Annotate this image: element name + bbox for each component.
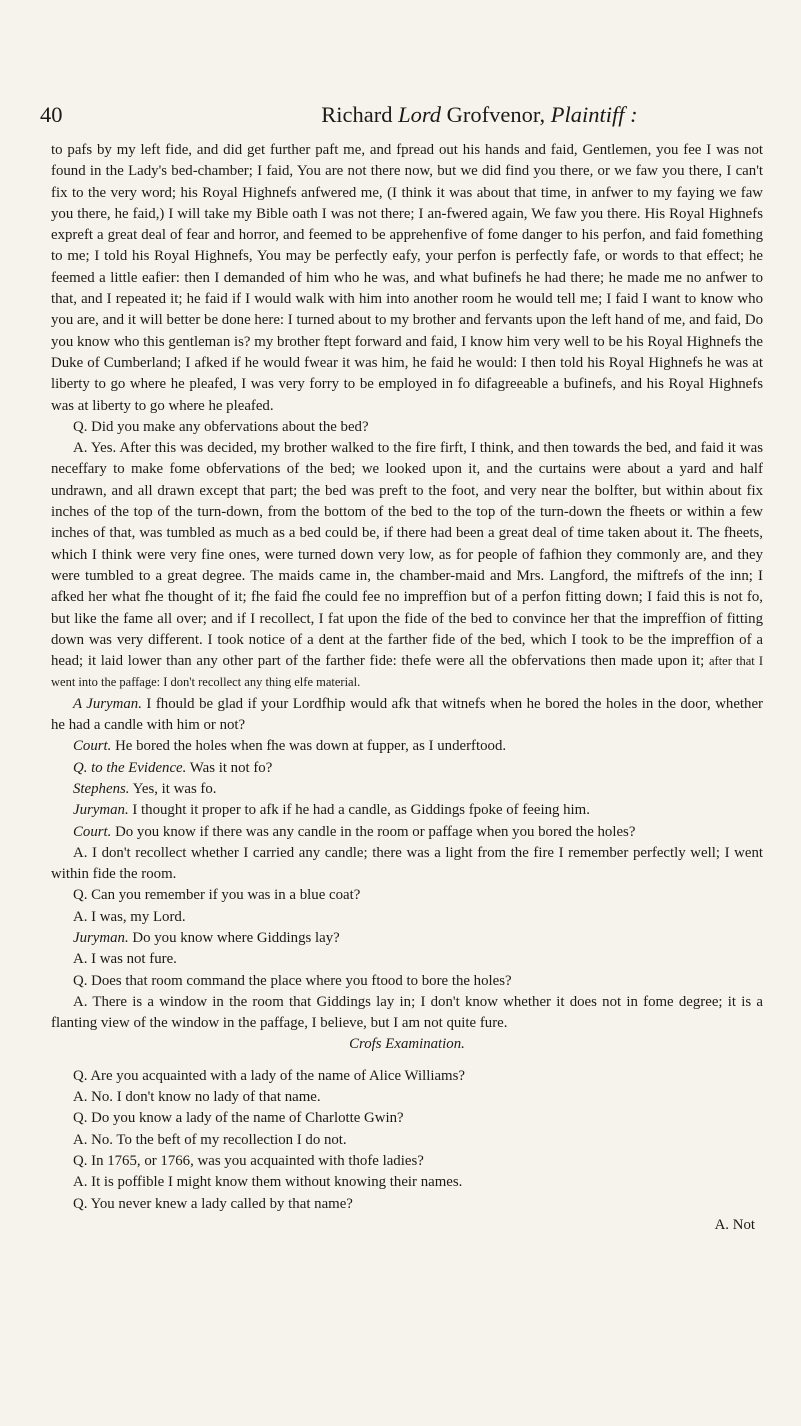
question bbox=[51, 758, 763, 779]
juror-question bbox=[51, 694, 763, 737]
answer: A. There is a window in the room that Giddings lay in; I don't know whether it does not in fome degree; it is a flanting view of the window in the paffage, I believe, but I am not quite fure. bbox=[51, 993, 763, 1032]
question: Q. Did you make any obfervations about the bed? bbox=[73, 418, 369, 435]
speech: I fhould be glad if your Lordfhip would afk that witnefs when he bored the holes in the door, whether he had a candle with him or not? bbox=[51, 695, 763, 734]
answer bbox=[51, 779, 763, 800]
speech: Do you know where Giddings lay? bbox=[132, 929, 340, 946]
spacer bbox=[51, 1056, 763, 1066]
answer: A. I was, my Lord. bbox=[73, 908, 186, 925]
question: Q. Does that room command the place where you ftood to bore the holes? bbox=[73, 972, 512, 989]
body-text bbox=[51, 140, 763, 1236]
speaker-label: Juryman. bbox=[73, 802, 129, 819]
court-statement bbox=[51, 736, 763, 757]
catchword: A. Not bbox=[714, 1216, 755, 1233]
speech: Was it not fo? bbox=[189, 759, 273, 776]
speech: I thought it proper to afk if he had a candle, as Giddings fpoke of feeing him. bbox=[132, 802, 590, 819]
header-surname: Grofvenor, bbox=[446, 102, 546, 127]
question: Q. In 1765, or 1766, was you acquainted with thofe ladies? bbox=[73, 1152, 424, 1169]
answer bbox=[51, 438, 763, 694]
question: Q. Are you acquainted with a lady of the name of Alice Williams? bbox=[73, 1067, 465, 1084]
court-statement bbox=[51, 822, 763, 843]
answer: A. No. I don't know no lady of that name. bbox=[73, 1089, 321, 1106]
running-header bbox=[40, 100, 760, 130]
answer: A. I don't recollect whether I carried any candle; there was a light from the fire I remember perfectly well; I went within fide the room. bbox=[51, 844, 763, 883]
speaker-label: Stephens. bbox=[73, 780, 130, 797]
speech: Do you know if there was any candle in the room or paffage when you bored the holes? bbox=[115, 823, 636, 840]
header-title: Lord bbox=[398, 102, 442, 127]
speaker-label: Juryman. bbox=[73, 929, 129, 946]
paragraph: to pafs by my left fide, and did get further paft me, and fpread out his hands and faid, Gentlemen, you fee I was not found in the Lady's bed-chamber; I faid, You are not there now, but we did find you there, or we faw you there, I can't fix to the very word; his Royal Highnefs anfwered me, (I think it was about that time, in anfwer to my faying we faw you there, he faid,) I will take my Bible oath I was not there; I an-fwered again, We faw you there. His Royal Highnefs expreft a great deal of fear and horror, and feemed to be apprehenfive of fome danger to his perfon, and faid fomething to me; I told his Royal Highnefs, You may be perfectly eafy, your perfon is perfectly fafe, or words to that effect; he feemed a little eafier: then I demanded of him who he was, and what bufinefs he had there; he made me no anfwer to that, and I repeated it; he faid if I would walk with him into another room he would tell me; I faid I want to know who you are, and it will better be done here: I turned about to my brother and fervants upon the left hand of me, and faid, Do you know who this gentleman is? my brother ftept forward and faid, I know him very well to be his Royal Highnefs the Duke of Cumberland; I afked if he would fwear it was him, he faid he would: I then told his Royal Highnefs he was at liberty to go where he pleafed, I was very forry to be employed in fo difagreeable a bufinefs, and his Royal Highnefs was at liberty to go where he pleafed. bbox=[51, 142, 763, 414]
speaker-label: Court. bbox=[73, 823, 112, 840]
question: Q. Do you know a lady of the name of Charlotte Gwin? bbox=[73, 1110, 404, 1127]
question: Q. Can you remember if you was in a blue coat? bbox=[73, 887, 361, 904]
page-number: 40 bbox=[40, 102, 63, 127]
answer: A. I was not fure. bbox=[73, 951, 177, 968]
speaker-label: A Juryman. bbox=[73, 695, 142, 712]
answer: A. It is poffible I might know them without knowing their names. bbox=[73, 1174, 463, 1191]
answer-text-small: after that I went into the paffage: I don't recollect any thing elfe material. bbox=[51, 654, 763, 690]
header-name: Richard bbox=[321, 102, 393, 127]
question: Q. You never knew a lady called by that name? bbox=[73, 1195, 353, 1212]
speaker-label: Q. to the Evidence. bbox=[73, 759, 187, 776]
speech: Yes, it was fo. bbox=[132, 780, 217, 797]
section-heading: Crofs Examination. bbox=[349, 1036, 465, 1053]
juror-question bbox=[51, 928, 763, 949]
speech: He bored the holes when fhe was down at fupper, as I underftood. bbox=[115, 738, 507, 755]
juror-question bbox=[51, 800, 763, 821]
speaker-label: Court. bbox=[73, 738, 112, 755]
answer: A. No. To the beft of my recollection I do not. bbox=[73, 1131, 347, 1148]
answer-text: A. Yes. After this was decided, my brother walked to the fire firft, I think, and then towards the bed, and faid it was neceffary to make fome obfervations of the bed; we looked upon it, and the curtains were about a yard and half undrawn, and all drawn except that part; the bed was preft to the foot, and very near the bolfter, but within about fix inches of the top of the turn-down, from the bottom of the bed to the top of the turn-down the fheets or within a few inches of that, was tumbled as much as a bed could be, if there had been a great deal of time taken about it. The fheets, which I think were very fine ones, were turned down very low, as for people of fafhion they commonly are, and they were tumbled to a great degree. The maids came in, the chamber-maid and Mrs. Langford, the miftrefs of the inn; I afked her what fhe thought of it; fhe faid fhe could fee no impreffion but of a perfon fitting down; I faid this is not fo, but like the fame all over; and if I recollect, I fat upon the fide of the bed to convince her that the impreffion of fitting down was very different. I took notice of a dent at the farther fide of the bed, which I took to be the impreffion of a head; it laid lower than any other part of the farther fide: thefe were all the obfervations then made upon it; bbox=[51, 440, 763, 670]
header-role: Plaintiff : bbox=[550, 102, 638, 127]
